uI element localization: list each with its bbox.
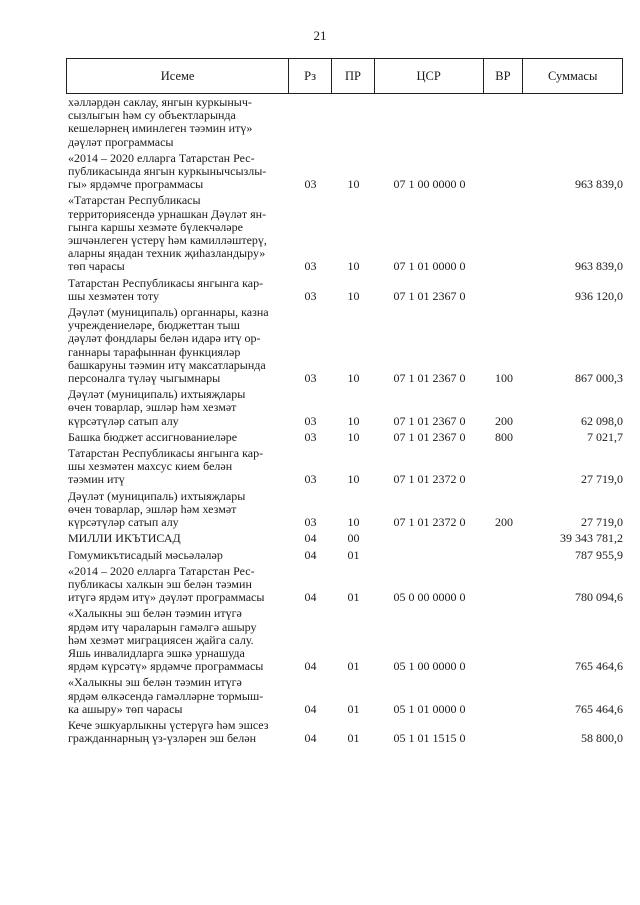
row-name-line: учреждениеләре, бюджеттан тыш: [68, 318, 240, 333]
row-csr: 05 1 00 0000 0: [393, 659, 466, 674]
row-name-line: шы хезмәтен тоту: [68, 288, 159, 303]
row-sum: 7 021,7: [587, 429, 623, 444]
row-name: [66, 490, 289, 530]
row-name-line: ярдәм итү чараларын гамәлгә ашыру: [68, 619, 257, 634]
row-sum: 39 343 781,2: [560, 531, 623, 546]
row-name: [66, 532, 289, 545]
row-name: [66, 388, 289, 428]
row-rz: 03: [304, 515, 317, 530]
row-name-line: Дәүләт (муниципаль) ихтыяҗлары: [68, 488, 246, 503]
row-pr: 10: [347, 413, 360, 428]
row-name: [66, 549, 289, 562]
row-vr: 200: [495, 413, 513, 428]
table-row: [66, 676, 623, 716]
row-name-line: өчен товарлар, эшләр һәм хезмәт: [68, 400, 237, 415]
row-name-line: итүгә ярдәм итү» дәүләт программасы: [68, 590, 265, 605]
row-csr: 05 1 01 0000 0: [393, 701, 466, 716]
row-name-line: аларны яңадан техник җиһазландыру»: [68, 246, 266, 261]
row-name: [66, 96, 289, 149]
table-row: [66, 565, 623, 605]
row-csr: 07 1 01 2367 0: [393, 413, 466, 428]
row-pr: 01: [347, 547, 360, 562]
table-row: [66, 532, 623, 545]
row-rz: 04: [304, 701, 317, 716]
row-pr: 00: [347, 531, 360, 546]
table-row: [66, 194, 623, 273]
row-name-line: ярдәм күрсәтү» ярдәмче программасы: [68, 659, 264, 674]
row-name-line: хәлләрдән саклау, янгын куркыныч-: [68, 95, 252, 109]
row-name-line: һәм хезмәт миграциясен җайга салу.: [68, 632, 254, 647]
row-name-line: эшчәнлеген үстерү һәм камилләштерү,: [68, 233, 267, 248]
row-rz: 03: [304, 371, 317, 386]
row-name-line: гражданнарның үз-үзләрен эш белән: [68, 731, 256, 746]
row-csr: 07 1 01 0000 0: [393, 259, 466, 274]
row-sum: 27 719,0: [581, 515, 623, 530]
budget-table: [66, 58, 623, 748]
row-sum: 936 120,0: [575, 288, 623, 303]
row-sum: 765 464,6: [575, 701, 623, 716]
header-rz: Рз: [289, 59, 332, 93]
row-vr: 200: [495, 515, 513, 530]
row-pr: 10: [347, 515, 360, 530]
row-sum: 765 464,6: [575, 659, 623, 674]
row-name-line: ка ашыру» төп чарасы: [68, 701, 183, 716]
row-name-line: «2014 – 2020 елларга Татарстан Рес-: [68, 563, 255, 578]
row-csr: 07 1 00 0000 0: [393, 177, 466, 192]
row-pr: 01: [347, 659, 360, 674]
row-rz: 04: [304, 590, 317, 605]
row-sum: 867 000,3: [575, 371, 623, 386]
row-name-line: «Халыкны эш белән тәэмин итүгә: [68, 675, 242, 690]
row-name-line: Гомумикътисадый мәсьәләләр: [68, 547, 223, 562]
row-name: [66, 306, 289, 385]
row-name-line: ярдәм өлкәсендә гамәлләрне тормыш-: [68, 688, 264, 703]
row-pr: 10: [347, 259, 360, 274]
row-name-line: гынга каршы хезмәте бүлекчәләре: [68, 219, 243, 234]
row-vr: 100: [495, 371, 513, 386]
row-rz: 03: [304, 429, 317, 444]
row-sum: 963 839,0: [575, 259, 623, 274]
row-name: [66, 152, 289, 192]
row-name-line: персоналга түләү чыгымнары: [68, 371, 221, 386]
header-vr: ВР: [484, 59, 524, 93]
row-name-line: дәүләт программасы: [68, 134, 174, 149]
row-rz: 03: [304, 413, 317, 428]
row-name-line: күрсәтүләр сатып алу: [68, 413, 179, 428]
row-name: [66, 719, 289, 745]
table-body: [66, 96, 623, 745]
row-csr: 07 1 01 2367 0: [393, 429, 466, 444]
row-name-line: гы» ярдәмче программасы: [68, 177, 204, 192]
row-name-line: МИЛЛИ ИКЪТИСАД: [68, 531, 181, 546]
row-name-line: шы хезмәтен махсус кием белән: [68, 459, 233, 474]
table-row: [66, 306, 623, 385]
row-sum: 27 719,0: [581, 472, 623, 487]
table-row: [66, 96, 623, 149]
row-name: [66, 194, 289, 273]
row-name-line: өчен товарлар, эшләр һәм хезмәт: [68, 501, 237, 516]
row-name-line: Татарстан Республикасы янгынга кар-: [68, 446, 264, 461]
row-name-line: ганнары тарафыннан функцияләр: [68, 344, 241, 359]
row-name-line: дәүләт фондлары белән идарә итү ор-: [68, 331, 261, 346]
table-row: [66, 607, 623, 673]
row-name-line: Татарстан Республикасы янгынга кар-: [68, 275, 264, 290]
row-pr: 10: [347, 472, 360, 487]
row-pr: 01: [347, 701, 360, 716]
row-csr: 07 1 01 2367 0: [393, 288, 466, 303]
row-name-line: тәэмин итү: [68, 472, 125, 487]
row-vr: 800: [495, 429, 513, 444]
row-name-line: «2014 – 2020 елларга Татарстан Рес-: [68, 150, 255, 165]
table-header: [66, 58, 623, 94]
table-row: [66, 152, 623, 192]
row-name-line: башкаруны тәэмин итү максатларында: [68, 357, 266, 372]
page-number: 21: [313, 28, 327, 43]
row-pr: 10: [347, 288, 360, 303]
row-name: [66, 565, 289, 605]
row-pr: 10: [347, 371, 360, 386]
row-sum: 62 098,0: [581, 413, 623, 428]
row-name: [66, 431, 289, 444]
row-name-line: Башка бюджет ассигнованиеләре: [68, 429, 238, 444]
row-csr: 07 1 01 2367 0: [393, 371, 466, 386]
header-name: Исеме: [67, 59, 289, 93]
row-name-line: «Халыкны эш белән тәэмин итүгә: [68, 606, 242, 621]
row-rz: 03: [304, 288, 317, 303]
row-sum: 780 094,6: [575, 590, 623, 605]
row-name-line: «Татарстан Республикасы: [68, 193, 201, 208]
row-rz: 04: [304, 547, 317, 562]
header-csr: ЦСР: [375, 59, 484, 93]
row-name-line: Дәүләт (муниципаль) ихтыяҗлары: [68, 387, 246, 402]
table-row: [66, 447, 623, 487]
row-rz: 03: [304, 259, 317, 274]
table-row: [66, 719, 623, 745]
row-pr: 10: [347, 429, 360, 444]
row-name-line: территориясендә урнашкан Дәүләт ян-: [68, 206, 267, 221]
row-name-line: Яшь инвалидларга эшкә урнашуда: [68, 645, 245, 660]
table-row: [66, 490, 623, 530]
row-name-line: публикасы халкын эш белән тәэмин: [68, 576, 252, 591]
row-name-line: публикасында янгын куркынычсызлы-: [68, 164, 267, 179]
row-csr: 07 1 01 2372 0: [393, 472, 466, 487]
table-row: [66, 277, 623, 303]
row-name-line: төп чарасы: [68, 259, 125, 274]
row-csr: 05 1 01 1515 0: [393, 731, 466, 746]
table-row: [66, 388, 623, 428]
row-name-line: Дәүләт (муниципаль) органнары, казна: [68, 305, 269, 320]
row-name: [66, 676, 289, 716]
row-name-line: кешеләрнең иминлеген тәэмин итү»: [68, 121, 253, 136]
header-pr: ПР: [332, 59, 375, 93]
row-name: [66, 277, 289, 303]
row-pr: 01: [347, 590, 360, 605]
row-rz: 03: [304, 177, 317, 192]
row-name-line: күрсәтүләр сатып алу: [68, 515, 179, 530]
row-sum: 58 800,0: [581, 731, 623, 746]
row-name: [66, 607, 289, 673]
row-sum: 963 839,0: [575, 177, 623, 192]
row-sum: 787 955,9: [575, 547, 623, 562]
row-name-line: сызлыгын һәм су объектларында: [68, 108, 236, 123]
row-csr: 05 0 00 0000 0: [393, 590, 466, 605]
table-row: [66, 549, 623, 562]
header-sum: Суммасы: [548, 68, 598, 83]
row-rz: 04: [304, 731, 317, 746]
row-pr: 01: [347, 731, 360, 746]
row-rz: 03: [304, 472, 317, 487]
table-row: [66, 431, 623, 444]
row-pr: 10: [347, 177, 360, 192]
row-rz: 04: [304, 659, 317, 674]
row-name-line: Кече эшкуарлыкны үстерүгә һәм эшсез: [68, 717, 269, 732]
row-rz: 04: [304, 531, 317, 546]
row-name: [66, 447, 289, 487]
row-csr: 07 1 01 2372 0: [393, 515, 466, 530]
